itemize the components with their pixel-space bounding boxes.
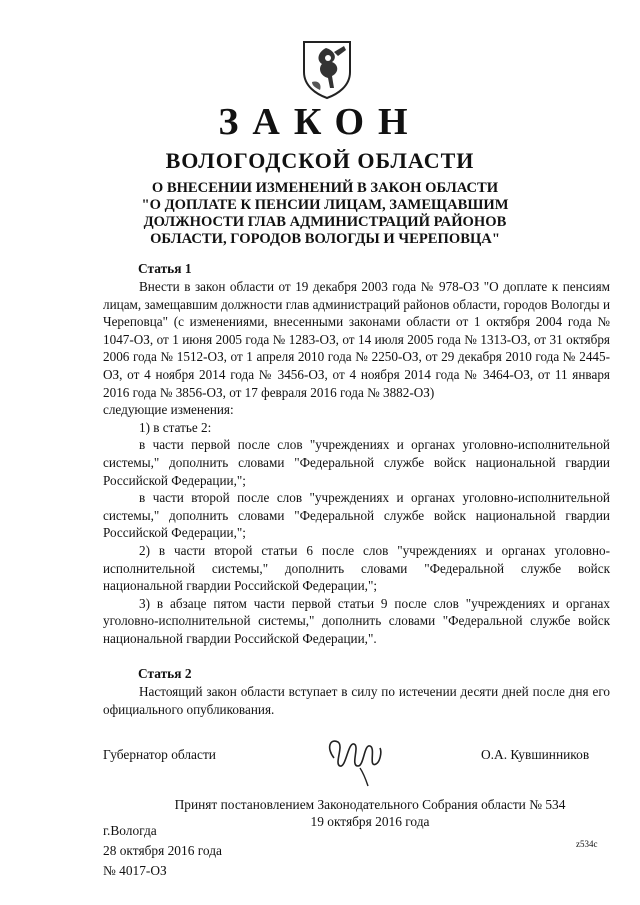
law-number: № 4017-ОЗ [103,863,167,878]
law-subject [90,180,560,248]
region-title: ВОЛОГОДСКОЙ ОБЛАСТИ [165,148,475,173]
law-title: ЗАКОН [218,101,422,143]
article2-title: Статья 2 [138,666,192,681]
place-date-number [103,821,222,881]
coat-of-arms-icon [300,38,354,100]
article1-changes-label: следующие изменения: [103,402,234,418]
handwritten-signature-icon [320,728,390,788]
article1-intro: Внести в закон области от 19 декабря 2003 года № 978-ОЗ "О доплате к пенсиям лицам, замещавшим должности глав администраций районов области, городов Вологды и Череповца" (с изменениями, внесенными законами области от 1 октября 2004 года № 1047-ОЗ, от 1 июня 2005 года № 1283-ОЗ, от 14 июля 2005 года № 1313-ОЗ, от 31 октября 2006 года № 1512-ОЗ, от 1 апреля 2010 года № 2250-ОЗ, от 29 декабря 2010 года № 2445-ОЗ, от 4 ноября 2014 года № 3456-ОЗ, от 4 ноября 2014 года № 3464-ОЗ, от 11 января 2016 года № 3856-ОЗ, от 17 февраля 2016 года № 3882-ОЗ) [103,279,610,400]
subject-line: "О ДОПЛАТЕ К ПЕНСИИ ЛИЦАМ, ЗАМЕЩАВШИМ [141,197,509,213]
article1-item1b: в части второй после слов "учреждениях и органах уголовно-исполнительной системы," дополнить словами "Федеральной службе войск национальной гвардии Российской Федерации,"; [103,490,610,541]
subject-line: ОБЛАСТИ, ГОРОДОВ ВОЛОГДЫ И ЧЕРЕПОВЦА" [150,231,500,247]
article1-title: Статья 1 [138,261,192,276]
article1-item1a: в части первой после слов "учреждениях и органах уголовно-исполнительной системы," дополнить словами "Федеральной службе войск национальной гвардии Российской Федерации,"; [103,437,610,488]
signing-date: 28 октября 2016 года [103,843,222,858]
adoption-date: 19 октября 2016 года [310,814,430,829]
article2-text: Настоящий закон области вступает в силу по истечении десяти дней после дня его официального опубликования. [103,684,610,717]
subject-line: ДОЛЖНОСТИ ГЛАВ АДМИНИСТРАЦИЙ РАЙОНОВ [143,214,507,230]
document-code: z534c [576,839,598,849]
article1-item2: 2) в части второй статьи 6 после слов "учреждениях и органах уголовно-исполнительной системы," дополнить словами "Федеральной службе войск национальной гвардии Российской Федерации,"; [103,542,610,594]
adoption-line: Принят постановлением Законодательного Собрания области № 534 [174,797,566,812]
article1-body [103,278,610,647]
article1-item3: 3) в абзаце пятом части первой статьи 9 после слов "учреждениях и органах уголовно-исполнительной системы," дополнить словами "Федеральной службе войск национальной гвардии Российской Федерации,". [103,595,610,646]
article2-body [103,683,610,718]
signer-position: Губернатор области [103,747,216,762]
subject-line: О ВНЕСЕНИИ ИЗМЕНЕНИЙ В ЗАКОН ОБЛАСТИ [151,180,499,196]
article1-item1: 1) в статье 2: [139,419,212,435]
signer-name: О.А. Кувшинников [481,747,590,762]
city: г.Вологда [103,823,157,838]
